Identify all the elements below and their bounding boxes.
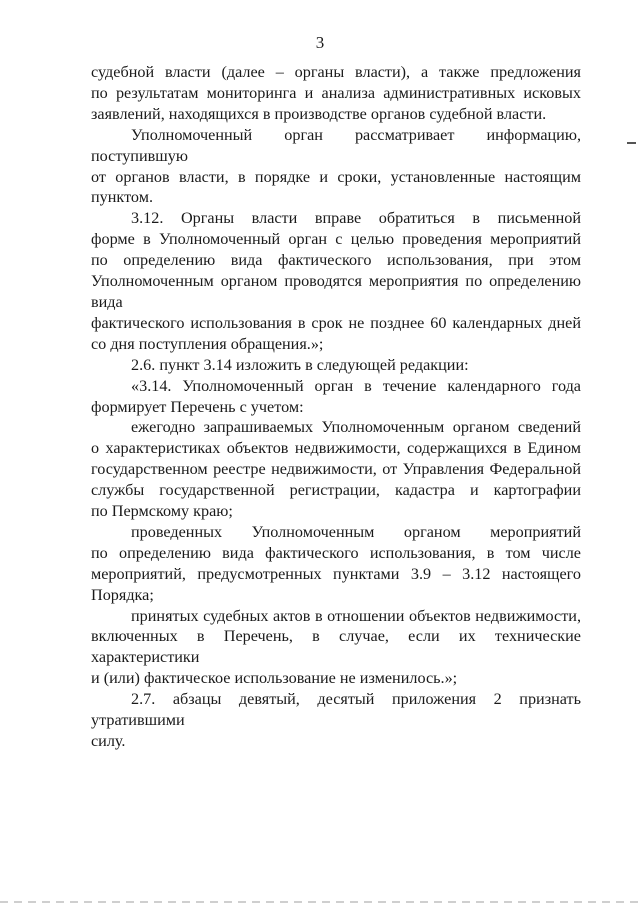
page-number: 3 bbox=[315, 33, 325, 52]
text-line: 2.7. абзацы девятый, десятый приложения 2 признать утратившими bbox=[91, 690, 581, 730]
text-line: ежегодно запрашиваемых Уполномоченным органом сведений bbox=[131, 418, 581, 437]
text-line: мероприятий, предусмотренных пунктами 3.9 – 3.12 настоящего Порядка; bbox=[91, 564, 581, 604]
text-line: Уполномоченный орган рассматривает информацию, поступившую bbox=[91, 125, 581, 165]
text-line: судебной власти (далее – органы власти), а также предложения bbox=[91, 63, 581, 81]
document-body bbox=[91, 62, 581, 752]
text-line: по Пермскому краю; bbox=[91, 502, 233, 521]
text-line: формирует Перечень с учетом: bbox=[91, 397, 304, 416]
text-line: по определению вида фактического использования, в том числе bbox=[91, 543, 581, 562]
text-line: о характеристиках объектов недвижимости, содержащихся в Едином bbox=[91, 439, 581, 458]
scan-edge-line bbox=[0, 901, 640, 903]
text-line: со дня поступления обращения.»; bbox=[91, 334, 324, 353]
text-line: 2.6. пункт 3.14 изложить в следующей редакции: bbox=[131, 355, 469, 374]
margin-mark bbox=[627, 142, 636, 144]
text-line: по результатам мониторинга и анализа административных исковых bbox=[91, 83, 581, 102]
text-line: Уполномоченным органом проводятся мероприятия по определению вида bbox=[91, 272, 581, 311]
text-line: заявлений, находящихся в производстве органов судебной власти. bbox=[91, 104, 547, 123]
text-line: силу. bbox=[91, 732, 126, 750]
text-line: службы государственной регистрации, кадастра и картографии bbox=[91, 481, 581, 500]
text-line: принятых судебных актов в отношении объектов недвижимости, bbox=[131, 606, 581, 625]
text-line: включенных в Перечень, в случае, если их технические характеристики bbox=[91, 627, 581, 667]
text-line: по определению вида фактического использования, при этом bbox=[91, 251, 581, 270]
text-line: 3.12. Органы власти вправе обратиться в письменной bbox=[131, 209, 581, 228]
text-line: и (или) фактическое использование не изменилось.»; bbox=[91, 669, 458, 688]
text-line: проведенных Уполномоченным органом мероприятий bbox=[131, 522, 581, 541]
text-line: от органов власти, в порядке и сроки, установленные настоящим пунктом. bbox=[91, 167, 581, 207]
text-line: фактического использования в срок не позднее 60 календарных дней bbox=[91, 313, 581, 332]
text-line: форме в Уполномоченный орган с целью проведения мероприятий bbox=[91, 230, 581, 249]
text-line: «3.14. Уполномоченный орган в течение календарного года bbox=[131, 376, 581, 395]
text-line: государственном реестре недвижимости, от Управления Федеральной bbox=[91, 460, 581, 479]
